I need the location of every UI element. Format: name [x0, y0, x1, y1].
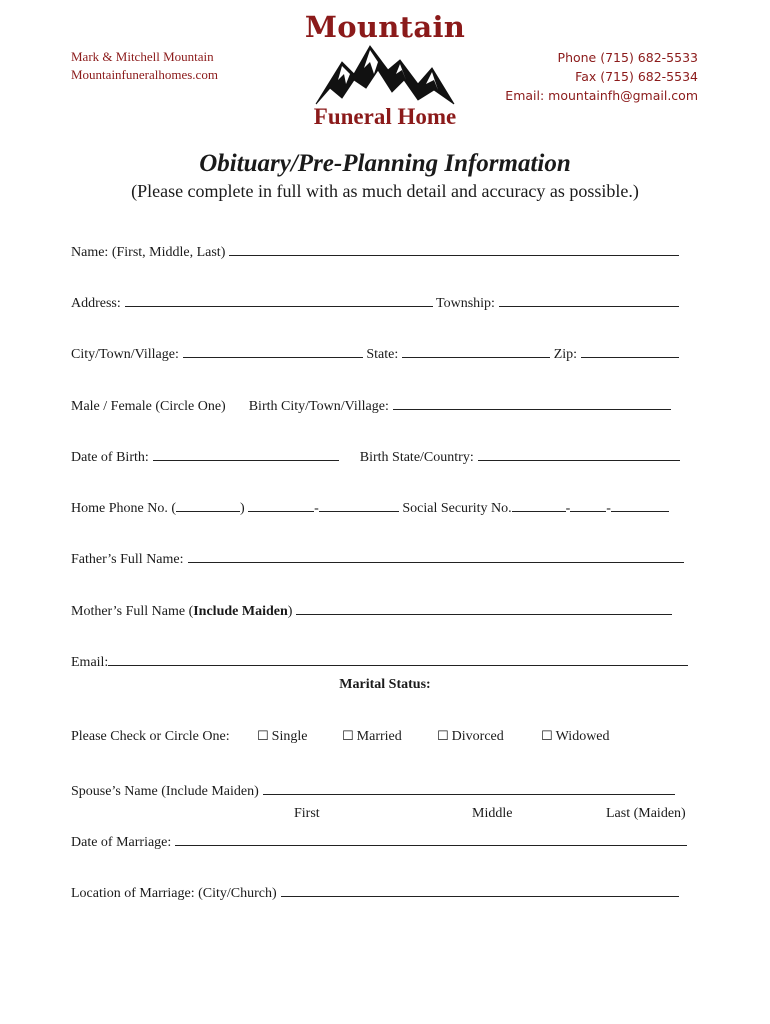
birth-state-field[interactable] — [478, 446, 680, 461]
zip-label: Zip: — [553, 347, 578, 362]
option-single-label: Single — [271, 729, 308, 744]
sex-label[interactable]: Male / Female (Circle One) — [71, 399, 226, 414]
brand-name-top: Mountain — [304, 10, 466, 44]
spouse-last-caption: Last (Maiden) — [606, 806, 686, 821]
form-subtitle: (Please complete in full with as much detail and accuracy as possible.) — [131, 181, 639, 201]
ssn-label: Social Security No. — [402, 501, 512, 516]
marriage-location-label: Location of Marriage: (City/Church) — [71, 886, 277, 901]
phone-dash: - — [314, 501, 319, 516]
owners-name: Mark & Mitchell Mountain — [71, 49, 214, 64]
city-field[interactable] — [183, 343, 363, 358]
address-label: Address: — [71, 296, 121, 311]
fax-number: Fax (715) 682-5534 — [575, 69, 698, 84]
option-widowed-label: Widowed — [555, 729, 610, 744]
form-title: Obituary/Pre-Planning Information — [199, 150, 571, 177]
checkbox-icon[interactable]: ☐ — [342, 729, 354, 744]
spouse-label: Spouse’s Name (Include Maiden) — [71, 784, 259, 799]
ssn-part2-field[interactable] — [570, 497, 606, 512]
checkbox-icon[interactable]: ☐ — [437, 729, 449, 744]
mountain-logo-icon — [314, 40, 456, 106]
name-field[interactable] — [229, 241, 679, 256]
sex-birthcity-row — [71, 395, 671, 415]
funeral-home-info — [71, 48, 218, 84]
address-field[interactable] — [125, 292, 433, 307]
mother-label: Mother’s Full Name ( — [71, 604, 194, 619]
mother-label-bold: Include Maiden — [193, 604, 288, 619]
ssn-part3-field[interactable] — [611, 497, 669, 512]
name-row — [71, 241, 679, 261]
check-label: Please Check or Circle One: — [71, 729, 230, 744]
dob-field[interactable] — [153, 446, 339, 461]
phone-ssn-row — [71, 497, 669, 517]
option-divorced[interactable] — [437, 729, 504, 745]
marriage-date-label: Date of Marriage: — [71, 835, 172, 850]
checkbox-icon[interactable]: ☐ — [257, 729, 269, 744]
email-row — [71, 651, 688, 671]
website-link[interactable]: Mountainfuneralhomes.com — [71, 67, 218, 82]
city-label: City/Town/Village: — [71, 347, 179, 362]
birth-state-label: Birth State/Country: — [359, 450, 474, 465]
mother-field[interactable] — [296, 600, 672, 615]
option-married-label: Married — [356, 729, 402, 744]
phone-area-code-field[interactable] — [176, 497, 240, 512]
state-label: State: — [366, 347, 399, 362]
home-phone-label: Home Phone No. ( — [71, 501, 176, 516]
ssn-part1-field[interactable] — [512, 497, 566, 512]
father-field[interactable] — [188, 548, 684, 563]
township-field[interactable] — [499, 292, 679, 307]
mother-row — [71, 600, 672, 620]
option-widowed[interactable] — [541, 729, 610, 745]
option-single[interactable] — [257, 729, 307, 745]
marriage-date-field[interactable] — [175, 831, 687, 846]
city-row — [71, 343, 679, 363]
option-divorced-label: Divorced — [451, 729, 504, 744]
email-address[interactable]: Email: mountainfh@gmail.com — [505, 88, 698, 103]
township-label: Township: — [436, 296, 495, 311]
dob-label: Date of Birth: — [71, 450, 149, 465]
home-phone-paren: ) — [240, 501, 245, 516]
phone-line-field[interactable] — [319, 497, 399, 512]
dob-row — [71, 446, 680, 466]
marriage-date-row — [71, 831, 687, 851]
marriage-location-row — [71, 882, 679, 902]
mother-label-close: ) — [287, 604, 293, 619]
name-label: Name: (First, Middle, Last) — [71, 245, 226, 260]
ssn-dash-1: - — [565, 501, 571, 516]
email-field[interactable] — [108, 651, 688, 666]
phone-number: Phone (715) 682-5533 — [557, 50, 698, 65]
marriage-location-field[interactable] — [281, 882, 679, 897]
birth-city-field[interactable] — [393, 395, 671, 410]
phone-prefix-field[interactable] — [248, 497, 314, 512]
brand-name-bottom: Funeral Home — [313, 104, 457, 129]
spouse-middle-caption: Middle — [472, 806, 513, 821]
checkbox-icon[interactable]: ☐ — [541, 729, 553, 744]
option-married[interactable] — [342, 729, 402, 745]
father-label: Father’s Full Name: — [71, 552, 184, 567]
marital-status-heading: Marital Status: — [339, 677, 431, 692]
birth-city-label: Birth City/Town/Village: — [248, 399, 389, 414]
zip-field[interactable] — [581, 343, 679, 358]
contact-info — [505, 48, 698, 105]
state-field[interactable] — [402, 343, 550, 358]
address-row — [71, 292, 679, 312]
email-label: Email: — [71, 655, 109, 670]
spouse-row — [71, 780, 675, 800]
spouse-field[interactable] — [263, 780, 675, 795]
spouse-first-caption: First — [294, 806, 320, 821]
ssn-dash-2: - — [606, 501, 611, 516]
father-row — [71, 548, 684, 568]
